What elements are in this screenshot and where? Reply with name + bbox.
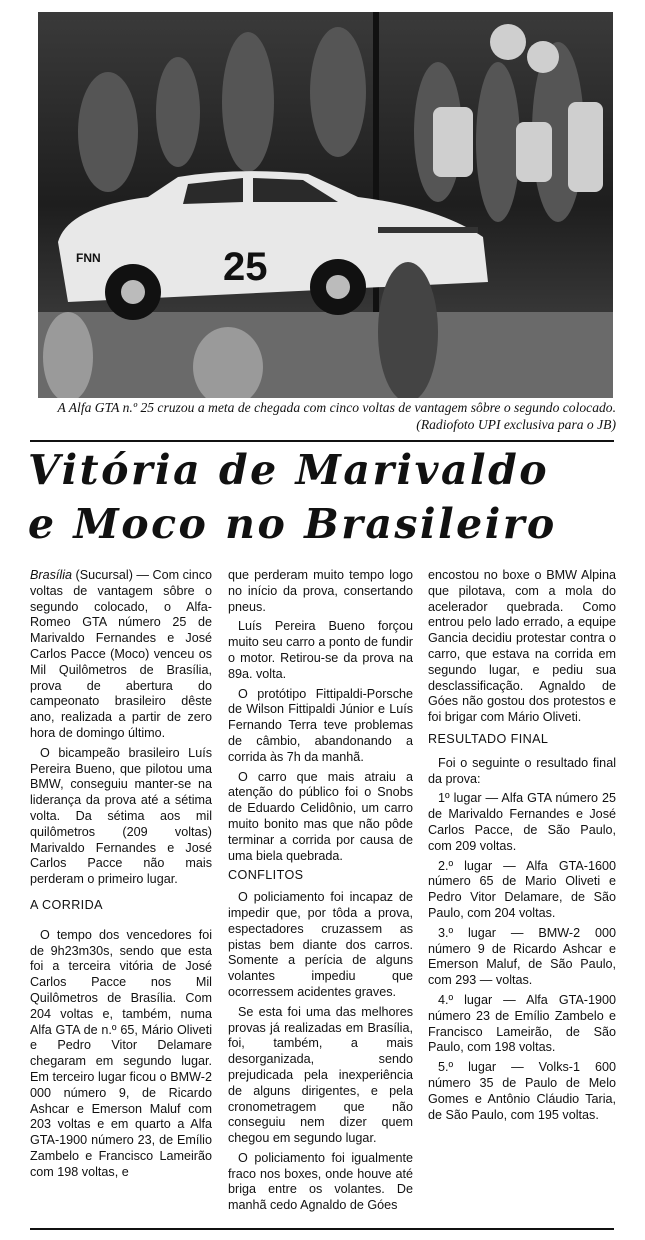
result-4: 4.º lugar — Alfa GTA-1900 número 23 de Emílio Zambelo e Francisco Lameirão, de São Paulo, com 198 voltas.: [428, 992, 616, 1055]
paragraph-3: O tempo dos vencedores foi de 9h23m30s, sendo que esta foi a terceira vitória de José Carlos Pacce nos Mil Quilômetros de Brasília. Com 204 voltas e, também, numa Alfa GTA de n.º 65, Mário Oliveti e Pedro Vitor Delamare chegaram em segundo lugar. Em terceiro lugar ficou o BMW-2 000 número 9, de Ricardo Ashcar e Emerson Maluf com 203 voltas e em quarto a Alfa GTA-1900 número 23, de Emílio Zambelo e Francisco Lameirão com 198 voltas, e: [30, 927, 212, 1179]
paragraph-6: O protótipo Fittipaldi-Porsche de Wilson Fittipaldi Júnior e Luís Fernando Terra teve problemas de câmbio, abandonando a corrida às 7h da manhã.: [228, 686, 413, 764]
dateline-rest: (Sucursal) —: [75, 568, 149, 582]
subheading-conflitos: CONFLITOS: [228, 868, 304, 883]
headline-line-1: Vitória de Marivaldo: [28, 446, 550, 494]
paragraph-1: Com cinco voltas de vantagem sôbre o segundo colocado, o Alfa-Romeo GTA número 25 de Marivaldo Fernandes e José Carlos Pacce (Moco) venceu os Mil Quilômetros de Brasília, prova de abertura do campeonato brasileiro dêste ano, realizada a partir de zero hora de domingo último.: [30, 568, 213, 740]
article-column-2: [228, 568, 413, 1218]
result-5: 5.º lugar — Volks-1 600 número 35 de Paulo de Melo Gomes e Antônio Cláudio Taria, de São Paulo, com 195 voltas.: [428, 1060, 616, 1122]
dateline-city: Brasília: [30, 568, 72, 582]
paragraph-11: Foi o seguinte o resultado final da prova:: [428, 755, 616, 786]
paragraph-4: que perderam muito tempo logo no início da prova, consertando pneus.: [228, 568, 413, 614]
result-2: 2.º lugar — Alfa GTA-1600 número 65 de Mario Oliveti e Pedro Vitor Delamare, de São Paulo, com 204 voltas.: [428, 858, 616, 920]
paragraph-9: Se esta foi uma das melhores provas já realizadas em Brasília, foi, também, a mais desorganizada, sendo prejudicada pela inexperiência de alguns dirigentes, e pela cronometragem que não conseguiu nem dizer quem chegou em segundo lugar.: [228, 1004, 413, 1146]
photo-caption: A Alfa GTA n.º 25 cruzou a meta de chegada com cinco voltas de vantagem sôbre o segundo colocado. (Radiofoto UPI exclusiva para o JB): [57, 400, 616, 432]
car-marking: FNN: [76, 251, 101, 265]
track-ground: [38, 312, 613, 398]
paragraph-10: O policiamento foi igualmente fraco nos boxes, onde houve até briga entre os volantes. De manhã cedo Agnaldo de Góes: [228, 1150, 413, 1213]
result-3: 3.º lugar — BMW-2 000 número 9 de Ricardo Ashcar e Emerson Maluf, de São Paulo, com 293 — voltas.: [428, 925, 616, 988]
race-car-photo-drawing: [38, 12, 613, 398]
article-column-3: [428, 568, 616, 1127]
bottom-rule: [30, 1228, 614, 1230]
paragraph-10-continued: encostou no boxe o BMW Alpina que pilotava, com a mola do acelerador quebrada. Como entrou pelo lado errado, a equipe Gancia decidiu protestar contra o carro, que estava na corrida em segundo lugar, e pediu sua desclassificação. Agnaldo de Góes não gostou dos protestos e foi brigar com Mário Oliveti.: [428, 568, 616, 725]
race-car-photo: [38, 12, 613, 398]
paragraph-5: Luís Pereira Bueno forçou muito seu carro a ponto de fundir o motor. Retirou-se da prova na 89a. volta.: [228, 619, 413, 681]
subheading-resultado-final: RESULTADO FINAL: [428, 731, 549, 746]
paragraph-7: O carro que mais atraiu a atenção do público foi o Snobs de Eduardo Celidônio, um carro muito bonito mas que não pôde terminar a corrida por causa de uma biela quebrada.: [228, 769, 413, 863]
car-number: 25: [223, 245, 268, 289]
article-column-1: [30, 568, 212, 1184]
subheading-a-corrida: A CORRIDA: [30, 897, 103, 912]
dateline: [30, 568, 212, 742]
result-1: 1º lugar — Alfa GTA número 25 de Marivaldo Fernandes e José Carlos Pacce, de São Paulo, com 209 voltas.: [428, 791, 616, 853]
headline-line-2: e Moco no Brasileiro: [28, 500, 557, 548]
paragraph-2: O bicampeão brasileiro Luís Pereira Bueno, que pilotou uma BMW, conseguiu manter-se na liderança da prova até a sétima volta. Da sétima aos mil quilômetros (209 voltas) Marivaldo Fernandes e José Carlos Pacce não mais perderam o primeiro lugar.: [30, 745, 212, 887]
top-rule: [30, 440, 614, 442]
paragraph-8: O policiamento foi incapaz de impedir que, por tôda a prova, espectadores cruzassem as pistas bem diante dos carros. Somente a perícia de alguns volantes impediu que ocorressem acidentes graves.: [228, 890, 413, 999]
